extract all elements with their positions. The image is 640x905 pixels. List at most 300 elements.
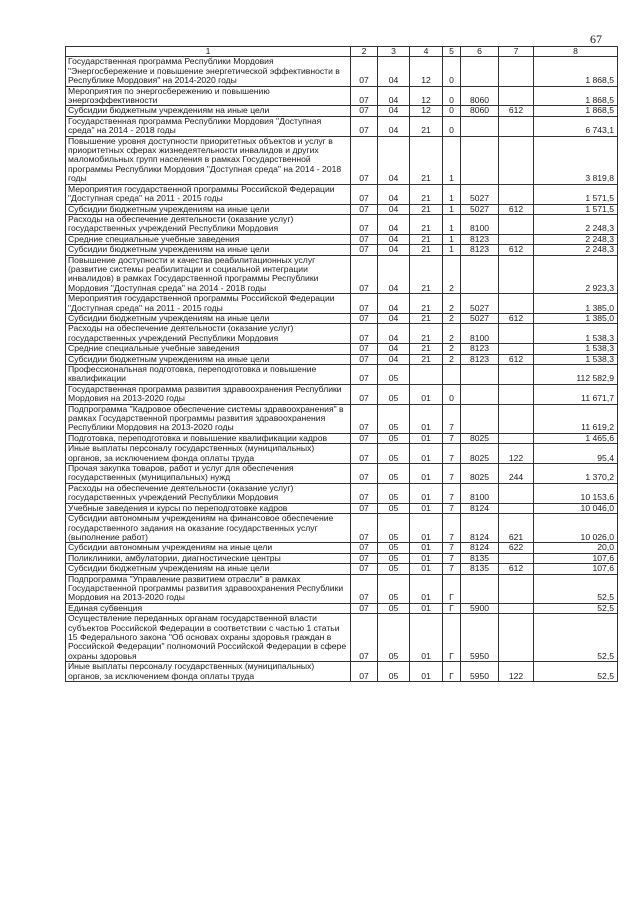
amount-cell: 20,0 (534, 543, 618, 553)
subsection-code-cell: 05 (378, 384, 410, 404)
subsection-code-cell: 04 (378, 86, 410, 106)
expense-type-cell (499, 365, 534, 385)
row-name-cell: Расходы на обеспечение деятельности (оказание услуг) государственных учреждений Республики Мордовия (66, 324, 351, 344)
subsection-code-cell: 04 (378, 344, 410, 354)
subsection-code-cell: 04 (378, 116, 410, 136)
section-code-cell: 07 (351, 184, 378, 204)
table-row (66, 543, 618, 553)
table-row (66, 433, 618, 443)
table-row (66, 483, 618, 503)
section-code-cell: 07 (351, 464, 378, 484)
row-name-cell: Иные выплаты персоналу государственных (муниципальных) органов, за исключением фонда оплаты труда (66, 444, 351, 464)
subsection-code-cell: 04 (378, 184, 410, 204)
row-name-cell: Подпрограмма "Кадровое обеспечение системы здравоохранения" в рамках Государственной программы развития здравоохранения Республики Мордовия на 2013-2020 годы (66, 404, 351, 433)
item-code-cell: 8124 (461, 503, 499, 513)
table-header-row (66, 47, 618, 57)
program-code-cell: 01 (410, 514, 443, 543)
row-name-cell: Субсидии бюджетным учреждениям на иные цели (66, 106, 351, 116)
table-row (66, 384, 618, 404)
row-name-cell: Профессиональная подготовка, переподготовка и повышение квалификации (66, 365, 351, 385)
table-row (66, 86, 618, 106)
expense-type-cell (499, 184, 534, 204)
subprogram-code-cell: 7 (443, 464, 461, 484)
table-row (66, 564, 618, 574)
amount-cell: 107,6 (534, 553, 618, 563)
expense-type-cell (499, 574, 534, 603)
amount-cell: 1 465,6 (534, 433, 618, 443)
subprogram-code-cell: 0 (443, 57, 461, 86)
item-code-cell: 8123 (461, 245, 499, 255)
row-name-cell: Поликлиники, амбулатории, диагностические центры (66, 553, 351, 563)
item-code-cell (461, 404, 499, 433)
program-code-cell: 01 (410, 464, 443, 484)
table-row (66, 324, 618, 344)
expense-type-cell (499, 255, 534, 294)
section-code-cell: 07 (351, 444, 378, 464)
expense-type-cell (499, 614, 534, 662)
program-code-cell: 21 (410, 136, 443, 184)
amount-cell: 2 248,3 (534, 234, 618, 244)
table-row (66, 464, 618, 484)
expense-type-cell: 612 (499, 313, 534, 323)
table-row (66, 313, 618, 323)
amount-cell: 1 868,5 (534, 106, 618, 116)
expense-type-cell (499, 503, 534, 513)
amount-cell: 2 248,3 (534, 245, 618, 255)
expense-type-cell: 122 (499, 662, 534, 682)
section-code-cell: 07 (351, 514, 378, 543)
item-code-cell: 8060 (461, 106, 499, 116)
amount-cell: 3 819,8 (534, 136, 618, 184)
program-code-cell: 21 (410, 116, 443, 136)
subprogram-code-cell: 7 (443, 543, 461, 553)
expense-type-cell (499, 483, 534, 503)
row-name-cell: Субсидии бюджетным учреждениям на иные цели (66, 564, 351, 574)
section-code-cell: 07 (351, 354, 378, 364)
amount-cell: 10 153,6 (534, 483, 618, 503)
section-code-cell: 07 (351, 294, 378, 314)
table-row (66, 57, 618, 86)
section-code-cell: 07 (351, 214, 378, 234)
header-cell: 5 (443, 47, 461, 57)
subprogram-code-cell: Г (443, 662, 461, 682)
table-row (66, 574, 618, 603)
subprogram-code-cell: 7 (443, 553, 461, 563)
item-code-cell: 8124 (461, 543, 499, 553)
table-row (66, 662, 618, 682)
subprogram-code-cell: Г (443, 603, 461, 613)
section-code-cell: 07 (351, 313, 378, 323)
table-row (66, 444, 618, 464)
subprogram-code-cell: 7 (443, 444, 461, 464)
subprogram-code-cell: 7 (443, 564, 461, 574)
item-code-cell: 8123 (461, 234, 499, 244)
table-row (66, 136, 618, 184)
subprogram-code-cell: 0 (443, 86, 461, 106)
expense-type-cell (499, 433, 534, 443)
program-code-cell: 01 (410, 614, 443, 662)
subprogram-code-cell: 2 (443, 344, 461, 354)
row-name-cell: Субсидии бюджетным учреждениям на иные цели (66, 354, 351, 364)
subsection-code-cell: 05 (378, 574, 410, 603)
section-code-cell: 07 (351, 204, 378, 214)
item-code-cell: 8100 (461, 214, 499, 234)
subprogram-code-cell: 7 (443, 483, 461, 503)
subprogram-code-cell: 1 (443, 245, 461, 255)
subsection-code-cell: 04 (378, 255, 410, 294)
header-cell: 1 (66, 47, 351, 57)
amount-cell: 52,5 (534, 614, 618, 662)
program-code-cell: 01 (410, 662, 443, 682)
item-code-cell (461, 365, 499, 385)
section-code-cell: 07 (351, 603, 378, 613)
header-cell: 8 (534, 47, 618, 57)
table-row (66, 106, 618, 116)
subsection-code-cell: 04 (378, 245, 410, 255)
expense-type-cell: 621 (499, 514, 534, 543)
amount-cell: 1 571,5 (534, 204, 618, 214)
expense-type-cell (499, 214, 534, 234)
amount-cell: 95,4 (534, 444, 618, 464)
subprogram-code-cell: 1 (443, 184, 461, 204)
item-code-cell: 5950 (461, 614, 499, 662)
section-code-cell: 07 (351, 255, 378, 294)
subsection-code-cell: 05 (378, 483, 410, 503)
expense-type-cell (499, 86, 534, 106)
expense-type-cell: 122 (499, 444, 534, 464)
row-name-cell: Субсидии автономным учреждениям на финансовое обеспечение государственного задания на оказание государственных услуг (выполнение работ) (66, 514, 351, 543)
expense-type-cell: 244 (499, 464, 534, 484)
subsection-code-cell: 05 (378, 503, 410, 513)
section-code-cell: 07 (351, 483, 378, 503)
amount-cell: 2 923,3 (534, 255, 618, 294)
table-row (66, 365, 618, 385)
program-code-cell: 21 (410, 294, 443, 314)
amount-cell: 107,6 (534, 564, 618, 574)
subsection-code-cell: 04 (378, 294, 410, 314)
section-code-cell: 07 (351, 324, 378, 344)
amount-cell: 112 582,9 (534, 365, 618, 385)
row-name-cell: Мероприятия государственной программы Российской Федерации "Доступная среда" на 2011 - 2015 годы (66, 184, 351, 204)
section-code-cell: 07 (351, 564, 378, 574)
row-name-cell: Иные выплаты персоналу государственных (муниципальных) органов, за исключением фонда оплаты труда (66, 662, 351, 682)
program-code-cell: 21 (410, 245, 443, 255)
section-code-cell: 07 (351, 553, 378, 563)
table-row (66, 184, 618, 204)
row-name-cell: Государственная программа развития здравоохранения Республики Мордовия на 2013-2020 годы (66, 384, 351, 404)
amount-cell: 1 385,0 (534, 313, 618, 323)
item-code-cell: 8100 (461, 483, 499, 503)
row-name-cell: Субсидии бюджетным учреждениям на иные цели (66, 313, 351, 323)
subsection-code-cell: 05 (378, 543, 410, 553)
table-row (66, 255, 618, 294)
subsection-code-cell: 05 (378, 444, 410, 464)
item-code-cell: 5027 (461, 204, 499, 214)
subprogram-code-cell: 1 (443, 234, 461, 244)
amount-cell: 1 370,2 (534, 464, 618, 484)
amount-cell: 1 571,5 (534, 184, 618, 204)
program-code-cell (410, 365, 443, 385)
item-code-cell: 8135 (461, 564, 499, 574)
table-row (66, 214, 618, 234)
item-code-cell: 5027 (461, 184, 499, 204)
table-row (66, 294, 618, 314)
amount-cell: 11 671,7 (534, 384, 618, 404)
subsection-code-cell: 04 (378, 204, 410, 214)
table-body (66, 57, 618, 682)
expense-type-cell (499, 553, 534, 563)
section-code-cell: 07 (351, 433, 378, 443)
item-code-cell (461, 574, 499, 603)
row-name-cell: Осуществление переданных органам государственной власти субъектов Российской Федерации в соответствии с частью 1 статьи 15 Федерального закона "Об основах охраны здоровья граждан в Российской Федерации" полномочий Российской Федерации в сфере охраны здоровья (66, 614, 351, 662)
item-code-cell (461, 136, 499, 184)
table-row (66, 603, 618, 613)
expense-type-cell (499, 116, 534, 136)
header-cell: 3 (378, 47, 410, 57)
expense-type-cell: 612 (499, 204, 534, 214)
row-name-cell: Мероприятия государственной программы Российской Федерации "Доступная среда" на 2011 - 2015 годы (66, 294, 351, 314)
program-code-cell: 01 (410, 483, 443, 503)
table-row (66, 344, 618, 354)
item-code-cell: 5950 (461, 662, 499, 682)
item-code-cell: 8025 (461, 464, 499, 484)
row-name-cell: Учебные заведения и курсы по переподготовке кадров (66, 503, 351, 513)
subsection-code-cell: 04 (378, 234, 410, 244)
program-code-cell: 21 (410, 204, 443, 214)
table-row (66, 503, 618, 513)
expense-type-cell (499, 603, 534, 613)
section-code-cell: 07 (351, 574, 378, 603)
subprogram-code-cell: Г (443, 614, 461, 662)
subsection-code-cell: 04 (378, 354, 410, 364)
section-code-cell: 07 (351, 245, 378, 255)
section-code-cell: 07 (351, 614, 378, 662)
section-code-cell: 07 (351, 365, 378, 385)
row-name-cell: Мероприятия по энергосбережению и повышению энергоэффективности (66, 86, 351, 106)
program-code-cell: 01 (410, 574, 443, 603)
amount-cell: 1 868,5 (534, 86, 618, 106)
row-name-cell: Субсидии бюджетным учреждениям на иные цели (66, 204, 351, 214)
row-name-cell: Субсидии автономным учреждениям на иные цели (66, 543, 351, 553)
subprogram-code-cell: 0 (443, 106, 461, 116)
program-code-cell: 01 (410, 433, 443, 443)
section-code-cell: 07 (351, 234, 378, 244)
subprogram-code-cell: 2 (443, 294, 461, 314)
amount-cell: 1 868,5 (534, 57, 618, 86)
program-code-cell: 21 (410, 324, 443, 344)
subsection-code-cell: 05 (378, 433, 410, 443)
table-row (66, 354, 618, 364)
expense-type-cell (499, 324, 534, 344)
item-code-cell (461, 255, 499, 294)
row-name-cell: Прочая закупка товаров, работ и услуг для обеспечения государственных (муниципальных) нужд (66, 464, 351, 484)
program-code-cell: 21 (410, 255, 443, 294)
subsection-code-cell: 05 (378, 564, 410, 574)
row-name-cell: Средние специальные учебные заведения (66, 234, 351, 244)
program-code-cell: 01 (410, 503, 443, 513)
item-code-cell: 8100 (461, 324, 499, 344)
section-code-cell: 07 (351, 106, 378, 116)
header-cell: 7 (499, 47, 534, 57)
subprogram-code-cell: 2 (443, 354, 461, 364)
amount-cell: 1 538,3 (534, 324, 618, 344)
section-code-cell: 07 (351, 503, 378, 513)
amount-cell: 10 046,0 (534, 503, 618, 513)
subprogram-code-cell: 7 (443, 503, 461, 513)
program-code-cell: 21 (410, 234, 443, 244)
section-code-cell: 07 (351, 404, 378, 433)
section-code-cell: 07 (351, 543, 378, 553)
table-row (66, 404, 618, 433)
table-row (66, 116, 618, 136)
expense-type-cell: 612 (499, 245, 534, 255)
subsection-code-cell: 05 (378, 614, 410, 662)
expense-type-cell (499, 384, 534, 404)
subprogram-code-cell: 7 (443, 514, 461, 543)
expense-type-cell (499, 136, 534, 184)
subsection-code-cell: 04 (378, 214, 410, 234)
expense-type-cell: 622 (499, 543, 534, 553)
program-code-cell: 21 (410, 313, 443, 323)
table-row (66, 614, 618, 662)
row-name-cell: Государственная программа Республики Мордовия "Доступная среда" на 2014 - 2018 годы (66, 116, 351, 136)
program-code-cell: 21 (410, 344, 443, 354)
program-code-cell: 12 (410, 57, 443, 86)
subprogram-code-cell: 1 (443, 214, 461, 234)
section-code-cell: 07 (351, 136, 378, 184)
program-code-cell: 01 (410, 603, 443, 613)
item-code-cell: 8025 (461, 433, 499, 443)
subprogram-code-cell: 2 (443, 324, 461, 344)
program-code-cell: 21 (410, 354, 443, 364)
amount-cell: 1 538,3 (534, 354, 618, 364)
expense-type-cell (499, 294, 534, 314)
item-code-cell: 5900 (461, 603, 499, 613)
table-row (66, 514, 618, 543)
item-code-cell (461, 384, 499, 404)
subsection-code-cell: 05 (378, 365, 410, 385)
item-code-cell: 8135 (461, 553, 499, 563)
subprogram-code-cell: 2 (443, 255, 461, 294)
item-code-cell (461, 57, 499, 86)
amount-cell: 52,5 (534, 662, 618, 682)
subprogram-code-cell: 1 (443, 204, 461, 214)
budget-table (65, 46, 618, 682)
row-name-cell: Повышение уровня доступности приоритетных объектов и услуг в приоритетных сферах жизнедеятельности инвалидов и других маломобильных групп населения в рамках Государственной программы Республики Мордовия "Доступная среда" на 2014 - 2018 годы (66, 136, 351, 184)
header-cell: 6 (461, 47, 499, 57)
subsection-code-cell: 05 (378, 662, 410, 682)
expense-type-cell (499, 234, 534, 244)
subsection-code-cell: 05 (378, 553, 410, 563)
row-name-cell: Расходы на обеспечение деятельности (оказание услуг) государственных учреждений Республики Мордовия (66, 214, 351, 234)
program-code-cell: 12 (410, 86, 443, 106)
row-name-cell: Средние специальные учебные заведения (66, 344, 351, 354)
subsection-code-cell: 04 (378, 313, 410, 323)
item-code-cell: 8060 (461, 86, 499, 106)
program-code-cell: 01 (410, 384, 443, 404)
item-code-cell: 5027 (461, 313, 499, 323)
section-code-cell: 07 (351, 662, 378, 682)
item-code-cell: 8123 (461, 344, 499, 354)
subsection-code-cell: 05 (378, 603, 410, 613)
item-code-cell: 8123 (461, 354, 499, 364)
amount-cell: 2 248,3 (534, 214, 618, 234)
item-code-cell: 5027 (461, 294, 499, 314)
row-name-cell: Подготовка, переподготовка и повышение квалификации кадров (66, 433, 351, 443)
page-number: 67 (590, 32, 602, 46)
subprogram-code-cell (443, 365, 461, 385)
table-row (66, 234, 618, 244)
subsection-code-cell: 04 (378, 324, 410, 344)
expense-type-cell (499, 57, 534, 86)
row-name-cell: Субсидии бюджетным учреждениям на иные цели (66, 245, 351, 255)
subprogram-code-cell: 7 (443, 433, 461, 443)
row-name-cell: Расходы на обеспечение деятельности (оказание услуг) государственных учреждений Республики Мордовия (66, 483, 351, 503)
row-name-cell: Единая субвенция (66, 603, 351, 613)
row-name-cell: Повышение доступности и качества реабилитационных услуг (развитие системы реабилитации и социальной интеграции инвалидов) в рамках Государственной программы Республики Мордовия "Доступная среда" на 2014 - 2018 годы (66, 255, 351, 294)
program-code-cell: 01 (410, 564, 443, 574)
table-row (66, 245, 618, 255)
section-code-cell: 07 (351, 384, 378, 404)
subsection-code-cell: 05 (378, 404, 410, 433)
expense-type-cell: 612 (499, 564, 534, 574)
expense-type-cell: 612 (499, 106, 534, 116)
header-cell: 2 (351, 47, 378, 57)
item-code-cell: 8025 (461, 444, 499, 464)
amount-cell: 52,5 (534, 603, 618, 613)
program-code-cell: 01 (410, 404, 443, 433)
amount-cell: 52,5 (534, 574, 618, 603)
amount-cell: 1 538,3 (534, 344, 618, 354)
amount-cell: 10 026,0 (534, 514, 618, 543)
section-code-cell: 07 (351, 116, 378, 136)
row-name-cell: Государственная программа Республики Мордовия "Энергосбережение и повышение энергетической эффективности в Республике Мордовия" на 2014-2020 годы (66, 57, 351, 86)
section-code-cell: 07 (351, 57, 378, 86)
amount-cell: 6 743,1 (534, 116, 618, 136)
row-name-cell: Подпрограмма "Управление развитием отрасли" в рамках Государственной программы развития здравоохранения Республики Мордовия на 2013-2020 годы (66, 574, 351, 603)
expense-type-cell (499, 344, 534, 354)
section-code-cell: 07 (351, 344, 378, 354)
section-code-cell: 07 (351, 86, 378, 106)
subsection-code-cell: 04 (378, 57, 410, 86)
item-code-cell (461, 116, 499, 136)
item-code-cell: 8124 (461, 514, 499, 543)
expense-type-cell (499, 404, 534, 433)
program-code-cell: 01 (410, 553, 443, 563)
subsection-code-cell: 04 (378, 106, 410, 116)
expense-type-cell: 612 (499, 354, 534, 364)
program-code-cell: 21 (410, 214, 443, 234)
program-code-cell: 12 (410, 106, 443, 116)
subsection-code-cell: 04 (378, 136, 410, 184)
table-row (66, 553, 618, 563)
header-cell: 4 (410, 47, 443, 57)
program-code-cell: 01 (410, 543, 443, 553)
subsection-code-cell: 05 (378, 464, 410, 484)
subprogram-code-cell: 2 (443, 313, 461, 323)
table-row (66, 204, 618, 214)
subprogram-code-cell: 0 (443, 116, 461, 136)
program-code-cell: 01 (410, 444, 443, 464)
program-code-cell: 21 (410, 184, 443, 204)
subprogram-code-cell: 1 (443, 136, 461, 184)
subsection-code-cell: 05 (378, 514, 410, 543)
amount-cell: 11 619,2 (534, 404, 618, 433)
subprogram-code-cell: 7 (443, 404, 461, 433)
amount-cell: 1 385,0 (534, 294, 618, 314)
subprogram-code-cell: Г (443, 574, 461, 603)
subprogram-code-cell: 0 (443, 384, 461, 404)
